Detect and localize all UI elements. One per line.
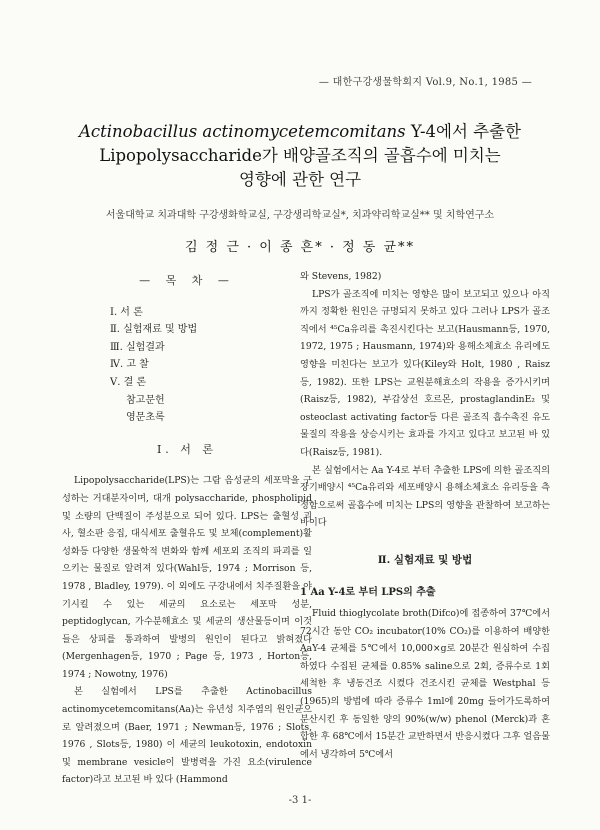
affiliation: 서울대학교 치과대학 구강생화학교실, 구강생리학교실*, 치과약리학교실** 및 치학연구소	[105, 210, 495, 221]
title-line2: Lipopolysaccharide가 배양골조직의 골흡수에 미치는	[99, 146, 501, 165]
intro-paragraph-1: Lipopolysaccharide(LPS)는 그람 음성균의 세포막을 구성하는 거대분자이며, 대개 polysaccharide, phospholipid 및 소량의 단백질이 주성분으로 되어 있다. LPS는 출혈성 괴사, 혈소판 응집, 대식세포 출혈유도 및 보체(complement)활성화등 다양한 생물학적 변화와 함께 세포외 조직의 파괴를 일으키는 물질로 알려져 있다(Wahl등, 1974 ; Morrison 등, 1978 , Bladley, 1979). 이 외에도 구강내에서 치주질환을 야기시킬 수 있는 세균의 요소로는 세포막 성분, peptidoglycan, 가수분해효소 및 세균의 생산물등이며 이것들은 상피를 통과하여 발병의 원인이 된다고 밝혀졌다(Mergenhagen등, 1970 ; Page 등, 1973 , Horton등, 1974 ; Nowotny, 1976)	[62, 475, 312, 680]
running-header: — 대한구강생물학회지 Vol.9, No.1, 1985 —	[318, 77, 532, 88]
toc-item: Ⅲ. 실험결과	[110, 341, 165, 353]
intro-paragraph-4: 본 실험에서는 Aa Y-4로 부터 추출한 LPS에 의한 골조직의 장기배양시 ⁴⁵Ca유리와 세포배양시 용해소체효소 유리등을 측정함으로써 골흡수에 미치는 LPS의 영향을 관찰하여 보고하는 바이다	[300, 464, 550, 529]
page-number: -3 1-	[288, 795, 312, 806]
methods-paragraph-1: Fluid thioglycolate broth(Difco)에 접종하여 37℃에서 72시간 동안 CO₂ incubator(10% CO₂)를 이용하여 배양한 AaY-4 균체를 5℃에서 10,000×g로 20분간 원심하여 수집하였다 수집된 균체를 0.85% saline으로 2회, 증류수로 1회 세척한 후 냉동건조 시켰다 건조시킨 균체를 Westphal 등 (1965)의 방법에 따라 증류수 1ml에 20mg 들어가도록하여 분산시킨 후 동일한 양의 90%(w/w) phenol (Merck)과 혼합한 후 68℃에서 15분간 교반하면서 반응시켰다 그후 얼음물에서 냉각하여 5℃에서	[300, 608, 550, 760]
toc-item: Ⅱ. 실험재료 및 방법	[110, 324, 198, 336]
intro-paragraph-2: 본 실험에서 LPS를 추출한 Actinobacillus actinomycetemcomitans(Aa)는 유년성 치주염의 원인균으로 알려졌으며 (Baer, 1971 ; Newman등, 1976 ; Slots, 1976 , Slots등, 1980) 이 세균의 leukotoxin, endotoxin 및 membrane vesicle이 발병력을 가진 요소(virulence factor)라고 보고된 바 있다 (Hammond	[62, 686, 312, 786]
citation-continuation: 와 Stevens, 1982)	[300, 271, 382, 282]
toc-sub-item: 참고문헌	[126, 394, 165, 406]
title-line3: 영향에 관한 연구	[238, 170, 362, 189]
intro-paragraph-3: LPS가 골조직에 미치는 영향은 많이 보고되고 있으나 아직까지 정확한 원인은 규명되지 못하고 있다 그러나 LPS가 골조직에서 ⁴⁵Ca유리를 촉진시킨다는 보고(Hausmann등, 1970, 1972, 1975 ; Hausmann, 1974)와 용해소체효소 유리에도 영향을 미친다는 보고가 있다(Kiley와 Holt, 1980 , Raisz 등, 1982). 또한 LPS는 교원분해효소의 작용을 증가시키며(Raisz등, 1982), 부갑상선 호르몬, prostaglandinE₂ 및 osteoclast activating factor등 다른 골조직 흡수촉진 유도물질의 작용을 상승시키는 효과를 가지고 있다고 보고된 바 있다(Raisz등, 1981).	[300, 288, 550, 458]
article-title	[60, 120, 540, 192]
title-organism: Actinobacillus actinomycetemcomitans	[78, 122, 406, 141]
toc-sub-item: 영문초록	[126, 412, 165, 424]
table-of-contents	[62, 304, 312, 427]
toc-item: Ⅴ. 결 론	[110, 376, 147, 388]
toc-item: Ⅰ. 서 론	[110, 306, 143, 318]
toc-item: Ⅳ. 고 찰	[110, 359, 149, 371]
section-heading-intro: Ⅰ. 서 론	[156, 442, 218, 456]
right-column	[300, 268, 550, 763]
authors: 김 정 근 · 이 종 흔* · 정 동 균**	[184, 240, 416, 255]
section-heading-methods: Ⅱ. 실험재료 및 방법	[377, 553, 473, 566]
toc-heading: — 목 차 —	[139, 274, 235, 287]
subsection-heading: 1 Aa Y-4로 부터 LPS의 추출	[300, 586, 436, 598]
title-line1-rest: Y-4에서 추출한	[405, 122, 521, 141]
left-column	[62, 272, 312, 789]
